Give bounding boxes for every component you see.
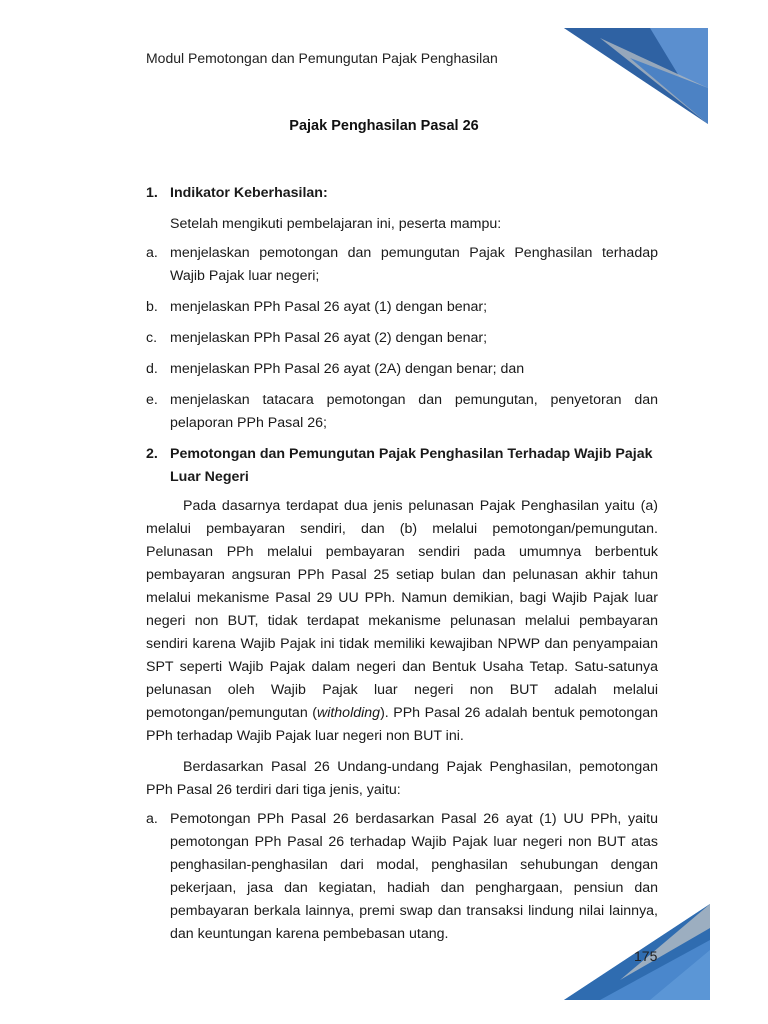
list-item-text: menjelaskan PPh Pasal 26 ayat (2A) dengan benar; dan	[170, 361, 525, 377]
list-item-text: menjelaskan PPh Pasal 26 ayat (1) dengan benar;	[170, 299, 488, 315]
italic-term: witholding	[316, 705, 381, 721]
section-number: 2.	[146, 446, 158, 462]
list-item	[146, 242, 658, 288]
objectives-list	[146, 242, 658, 435]
running-header: Modul Pemotongan dan Pemungutan Pajak Penghasilan	[146, 50, 498, 66]
paragraph-text: Pada dasarnya terdapat dua jenis pelunasan Pajak Penghasilan yaitu (a) melalui pembayaran sendiri, dan (b) melalui pemotongan/pemungutan. Pelunasan PPh melalui pembayaran sendiri pada umumnya berbentuk pembayaran angsuran PPh Pasal 25 setiap bulan dan pelunasan akhir tahun melalui mekanisme Pasal 29 UU PPh. Namun demikian, bagi Wajib Pajak luar negeri non BUT, tidak terdapat mekanisme pelunasan melalui pembayaran sendiri karena Wajib Pajak ini tidak memiliki kewajiban NPWP dan penyampaian SPT seperti Wajib Pajak dalam negeri dan Bentuk Usaha Tetap. Satu-satunya pelunasan oleh Wajib Pajak luar negeri non BUT adalah melalui pemotongan/pemungutan (	[146, 498, 658, 721]
list-marker: a.	[146, 811, 158, 827]
list-item	[146, 808, 658, 946]
page-title: Pajak Penghasilan Pasal 26	[289, 118, 479, 134]
section-2-heading	[146, 443, 658, 489]
list-item-text: menjelaskan PPh Pasal 26 ayat (2) dengan benar;	[170, 330, 488, 346]
list-item	[146, 327, 658, 350]
list-item-text: Pemotongan PPh Pasal 26 berdasarkan Pasal 26 ayat (1) UU PPh, yaitu pemotongan PPh Pasal 26 terhadap Wajib Pajak luar negeri non BUT atas penghasilan-penghasilan dari modal, penghasilan sehubungan dengan pekerjaan, jasa dan kegiatan, hadiah dan penghargaan, pensiun dan pembayaran berkala lainnya, premi swap dan transaksi lindung nilai lainnya, dan keuntungan karena pembebasan utang.	[170, 811, 658, 942]
page-content	[146, 182, 658, 954]
body-paragraph: Berdasarkan Pasal 26 Undang-undang Pajak Penghasilan, pemotongan PPh Pasal 26 terdiri dari tiga jenis, yaitu:	[146, 759, 658, 798]
list-item-text: menjelaskan pemotongan dan pemungutan Pajak Penghasilan terhadap Wajib Pajak luar negeri;	[170, 245, 658, 284]
section-title: Indikator Keberhasilan:	[170, 185, 328, 201]
section-number: 1.	[146, 185, 158, 201]
section-1-intro: Setelah mengikuti pembelajaran ini, peserta mampu:	[170, 216, 502, 232]
list-item	[146, 358, 658, 381]
list-item	[146, 389, 658, 435]
section-1-heading	[146, 182, 658, 205]
paragraph-text: ). PPh Pasal 26 adalah bentuk pemotongan PPh terhadap Wajib Pajak luar negeri non BUT ini.	[146, 705, 658, 744]
list-marker: a.	[146, 245, 158, 261]
list-item	[146, 296, 658, 319]
list-marker: e.	[146, 392, 158, 408]
list-marker: c.	[146, 330, 158, 346]
list-marker: d.	[146, 361, 158, 377]
list-item-text: menjelaskan tatacara pemotongan dan pemungutan, penyetoran dan pelaporan PPh Pasal 26;	[170, 392, 658, 431]
list-marker: b.	[146, 299, 158, 315]
header-corner-graphic	[560, 28, 710, 128]
section-title: Pemotongan dan Pemungutan Pajak Penghasilan Terhadap Wajib Pajak Luar Negeri	[170, 446, 653, 485]
withholding-types-list	[146, 808, 658, 946]
body-paragraph	[146, 495, 658, 748]
page-number: 175	[634, 948, 658, 964]
